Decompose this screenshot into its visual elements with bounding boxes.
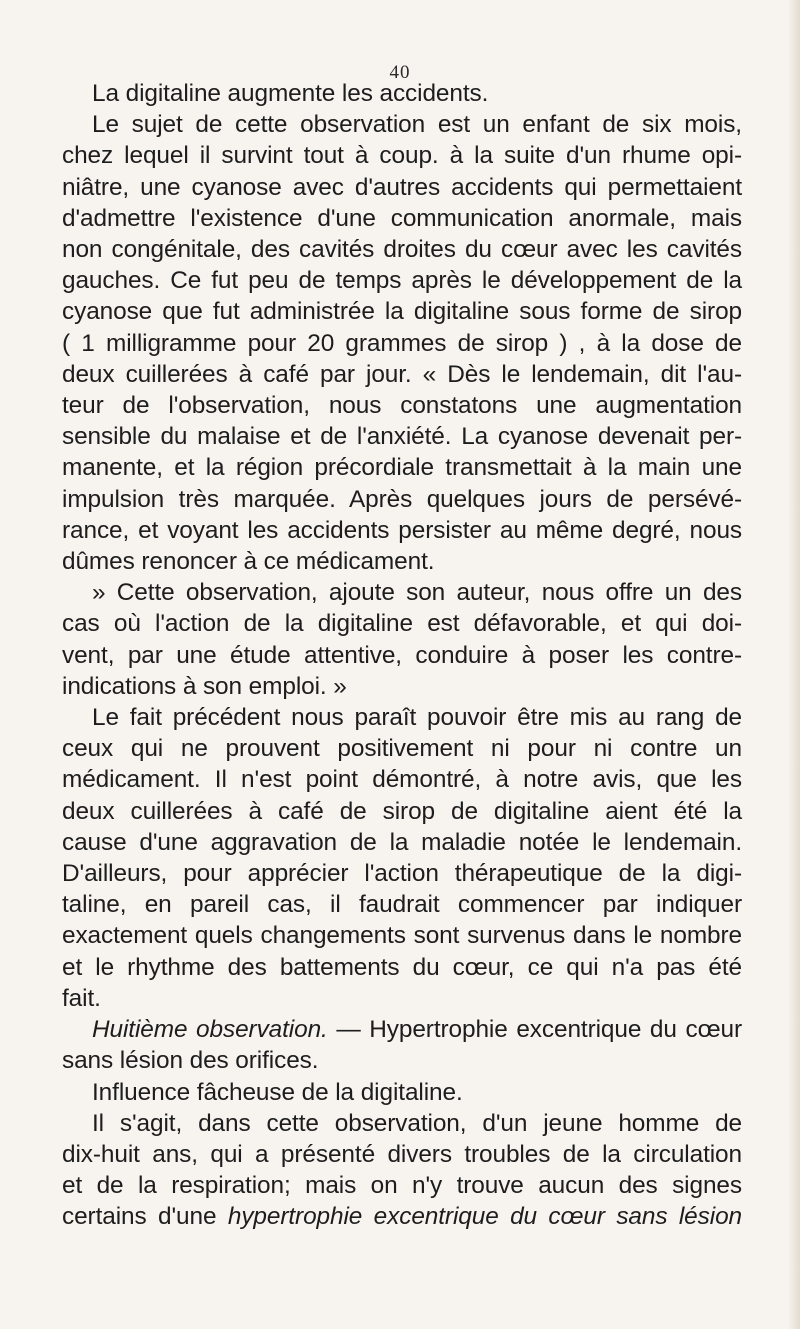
paragraph xyxy=(62,702,742,1014)
paragraph xyxy=(62,109,742,577)
text-line: ( 1 milligramme pour 20 grammes de sirop ) , à la dose de xyxy=(62,329,742,357)
text-line: et de la respiration; mais on n'y trouve aucun des signes xyxy=(62,1172,742,1200)
text-line: vent, par une étude attentive, conduire à poser les contre- xyxy=(62,641,742,669)
text-line: indications à son emploi. » xyxy=(62,672,347,700)
text-line: dûmes renoncer à ce médicament. xyxy=(62,548,435,576)
paragraph-heading xyxy=(62,78,742,109)
text-line: D'ailleurs, pour apprécier l'action thérapeutique de la digi- xyxy=(62,860,742,888)
observation-subheading xyxy=(62,1077,742,1108)
text-line: cyanose que fut administrée la digitaline sous forme de sirop xyxy=(62,298,742,326)
body-text xyxy=(62,78,742,1233)
italic-phrase: hypertrophie excentrique du cœur sans lésion xyxy=(227,1203,742,1231)
text-line: sans lésion des orifices. xyxy=(62,1047,319,1075)
text-line: Le sujet de cette observation est un enfant de six mois, xyxy=(92,111,742,139)
line-start: certains d'une xyxy=(62,1203,217,1231)
text-line: deux cuillerées à café de sirop de digitaline aient été la xyxy=(62,797,742,825)
observation-title: Huitième observation. xyxy=(92,1016,328,1044)
text-line: deux cuillerées à café par jour. « Dès le lendemain, dit l'au- xyxy=(62,360,742,388)
text-line: impulsion très marquée. Après quelques jours de persévé- xyxy=(62,485,742,513)
text-line xyxy=(62,1201,742,1232)
text-line: Il s'agit, dans cette observation, d'un jeune homme de xyxy=(92,1109,742,1137)
text-line: taline, en pareil cas, il faudrait commencer par indiquer xyxy=(62,891,742,919)
text-line: cause d'une aggravation de la maladie notée le lendemain. xyxy=(62,828,742,856)
text-line: exactement quels changements sont survenus dans le nombre xyxy=(62,922,742,950)
text-line: gauches. Ce fut peu de temps après le développement de la xyxy=(62,267,742,295)
text-line: médicament. Il n'est point démontré, à notre avis, que les xyxy=(62,766,742,794)
text-line: manente, et la région précordiale transmettait à la main une xyxy=(62,454,742,482)
text-line: niâtre, une cyanose avec d'autres accidents qui permettaient xyxy=(62,173,742,201)
paragraph xyxy=(62,1108,742,1233)
text-line: chez lequel il survint tout à coup. à la suite d'un rhume opi- xyxy=(62,142,742,170)
text-line: fait. xyxy=(62,984,101,1012)
text-line: teur de l'observation, nous constatons une augmentation xyxy=(62,392,742,420)
text-line: » Cette observation, ajoute son auteur, nous offre un des xyxy=(92,579,742,607)
page-edge-shadow xyxy=(788,0,800,1329)
text-line: non congénitale, des cavités droites du cœur avec les cavités xyxy=(62,236,742,264)
text-line: dix-huit ans, qui a présenté divers troubles de la circulation xyxy=(62,1140,742,1168)
observation-subject: — Hypertrophie excentrique du cœur xyxy=(336,1016,742,1044)
text-line: ceux qui ne prouvent positivement ni pour ni contre un xyxy=(62,735,742,763)
text-line: sensible du malaise et de l'anxiété. La cyanose devenait per- xyxy=(62,423,742,451)
observation-heading xyxy=(62,1014,742,1076)
text-line xyxy=(62,1014,742,1045)
text-line: La digitaline augmente les accidents. xyxy=(92,80,489,107)
text-line: rance, et voyant les accidents persister au même degré, nous xyxy=(62,516,742,544)
text-line: d'admettre l'existence d'une communication anormale, mais xyxy=(62,204,742,232)
page-number: 40 xyxy=(389,62,411,83)
text-line: Influence fâcheuse de la digitaline. xyxy=(92,1078,463,1106)
text-line: et le rhythme des battements du cœur, ce qui n'a pas été xyxy=(62,953,742,981)
paragraph xyxy=(62,577,742,702)
text-line: cas où l'action de la digitaline est défavorable, et qui doi- xyxy=(62,610,742,638)
text-line: Le fait précédent nous paraît pouvoir être mis au rang de xyxy=(92,704,742,732)
